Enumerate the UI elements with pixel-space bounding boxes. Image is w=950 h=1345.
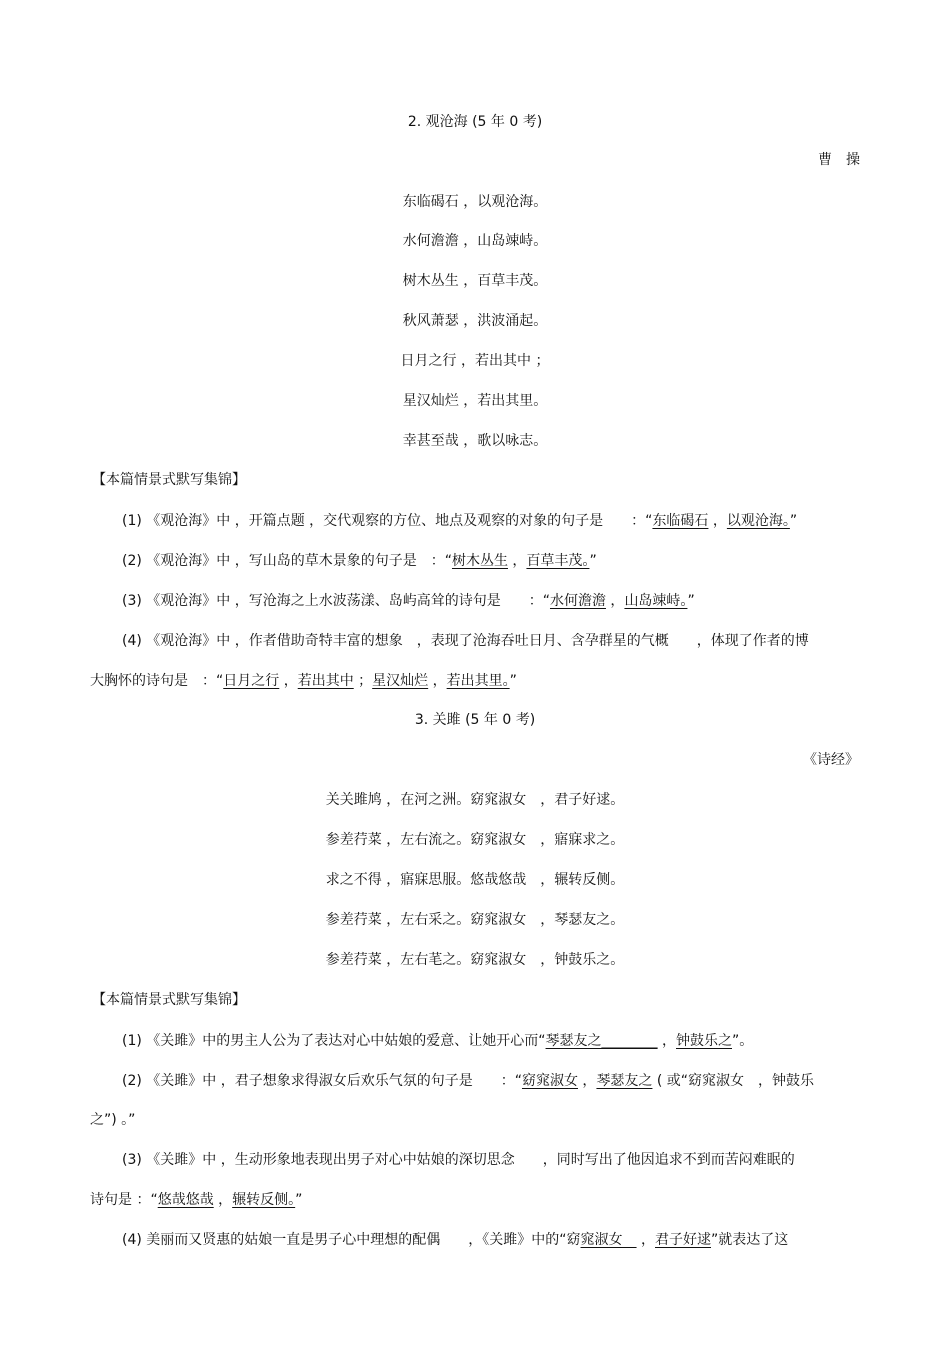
section-heading: 【本篇情景式默写集锦】: [92, 992, 246, 1008]
question-text: (2) 《关雎》中 ，君子想象求得淑女后欢乐气氛的句子是 ：“: [122, 1073, 522, 1089]
poem-line: 秋风萧瑟 ，洪波涌起。: [402, 313, 548, 329]
answer-text: 日月之行: [223, 673, 280, 689]
question-text: (3) 《关雎》中 ，生动形象地表现出男子对心中姑娘的深切思念 ，同时写出了他因追求不到而苦闷难眠的: [122, 1152, 795, 1168]
poem-line: 幸甚至哉 ，歌以咏志。: [402, 433, 548, 449]
punct: ；: [353, 673, 373, 689]
poem-author-guanju: 《诗经》: [803, 752, 859, 768]
punct: ”。: [732, 1033, 754, 1049]
punct: ”: [789, 513, 798, 529]
answer-text: 百草丰茂。: [526, 553, 590, 569]
answer-text: 悠哉悠哉: [157, 1192, 214, 1208]
answer-text: 君子好逑: [655, 1232, 711, 1248]
question-item: [122, 1031, 753, 1051]
punct: ”: [295, 1192, 303, 1208]
poem-line: 求之不得 ，寤寐思服。悠哉悠哉 ，辗转反侧。: [325, 872, 625, 888]
poem-line: 关关雎鸠 ，在河之洲。窈窕淑女 ，君子好逑。: [325, 792, 625, 808]
answer-text: 以观沧海。: [726, 513, 790, 529]
poem-line: 参差荇菜 ，左右流之。窈窕淑女 ，寤寐求之。: [325, 832, 625, 848]
poem-line: 水何澹澹 ，山岛竦峙。: [402, 233, 548, 249]
question-item: [122, 511, 797, 531]
punct: ”: [509, 673, 517, 689]
question-text: (3) 《观沧海》中 ，写沧海之上水波荡漾、岛屿高耸的诗句是 ：“: [122, 593, 550, 609]
question-item: [122, 591, 695, 611]
punct: ，: [605, 593, 625, 609]
punct: ，: [507, 553, 527, 569]
question-text: (4) 美丽而又贤惠的姑娘一直是男子心中理想的配偶 ，《关雎》中的“窈: [122, 1232, 581, 1248]
question-item: [122, 1071, 814, 1091]
question-text: 诗句是 ：“: [90, 1192, 158, 1208]
poem-line: 日月之行 ，若出其中 ；: [400, 353, 550, 369]
question-item: [90, 1190, 302, 1210]
question-item: [122, 1230, 788, 1250]
answer-text: 辗转反侧。: [232, 1192, 296, 1208]
punct: ”: [589, 553, 597, 569]
punct: ，: [657, 1033, 676, 1049]
answer-text: 窕淑女: [580, 1232, 637, 1248]
punct: ( 或“窈窕淑女 ，钟鼓乐: [652, 1073, 815, 1089]
answer-text: 钟鼓乐之: [676, 1033, 732, 1049]
punct: ，: [213, 1192, 233, 1208]
poem-title-guanju: 3. 关雎 (5 年 0 考): [414, 712, 536, 728]
answer-text: 水何澹澹: [549, 593, 606, 609]
question-text: (4) 《观沧海》中 ，作者借助奇特丰富的想象 ，表现了沧海吞吐日月、含孕群星的气概 ，体现了作者的博: [122, 633, 809, 649]
question-text: (2) 《观沧海》中 ，写山岛的草木景象的句子是 ：“: [122, 553, 452, 569]
poem-line: 星汉灿烂 ，若出其里。: [402, 393, 548, 409]
poem-author-guancanghai: 曹 操: [818, 152, 860, 168]
answer-text: 琴瑟友之: [596, 1073, 653, 1089]
question-text: 大胸怀的诗句是 ：“: [90, 673, 224, 689]
section-heading: 【本篇情景式默写集锦】: [92, 472, 246, 488]
answer-text: 星汉灿烂: [372, 673, 429, 689]
answer-text: 东临碣石: [652, 513, 709, 529]
punct: ，: [428, 673, 447, 689]
answer-text: 树木丛生: [451, 553, 508, 569]
poem-line: 参差荇菜 ，左右芼之。窈窕淑女 ，钟鼓乐之。: [325, 952, 625, 968]
poem-line: 树木丛生 ，百草丰茂。: [402, 273, 548, 289]
punct: ，: [636, 1232, 655, 1248]
answer-text: 山岛竦峙。: [624, 593, 688, 609]
question-text: 之”) 。”: [90, 1112, 136, 1128]
punct: ，: [708, 513, 727, 529]
punct: ”就表达了这: [711, 1232, 789, 1248]
question-item: [122, 551, 597, 571]
answer-text: 若出其里。: [446, 673, 510, 689]
poem-line: 东临碣石 ，以观沧海。: [402, 194, 548, 210]
punct: ”: [687, 593, 695, 609]
poem-title-guancanghai: 2. 观沧海 (5 年 0 考): [407, 114, 543, 130]
answer-text: 若出其中: [297, 673, 354, 689]
question-text: (1) 《关雎》中的男主人公为了表达对心中姑娘的爱意、让她开心而“: [122, 1033, 546, 1049]
punct: ，: [577, 1073, 597, 1089]
poem-line: 参差荇菜 ，左右采之。窈窕淑女 ，琴瑟友之。: [325, 912, 625, 928]
answer-text: 琴瑟友之________: [545, 1033, 658, 1049]
punct: ，: [279, 673, 298, 689]
answer-text: 窈窕淑女: [521, 1073, 578, 1089]
question-item: [90, 671, 517, 691]
question-text: (1) 《观沧海》中 ，开篇点题 ，交代观察的方位、地点及观察的对象的句子是 ：“: [122, 513, 653, 529]
